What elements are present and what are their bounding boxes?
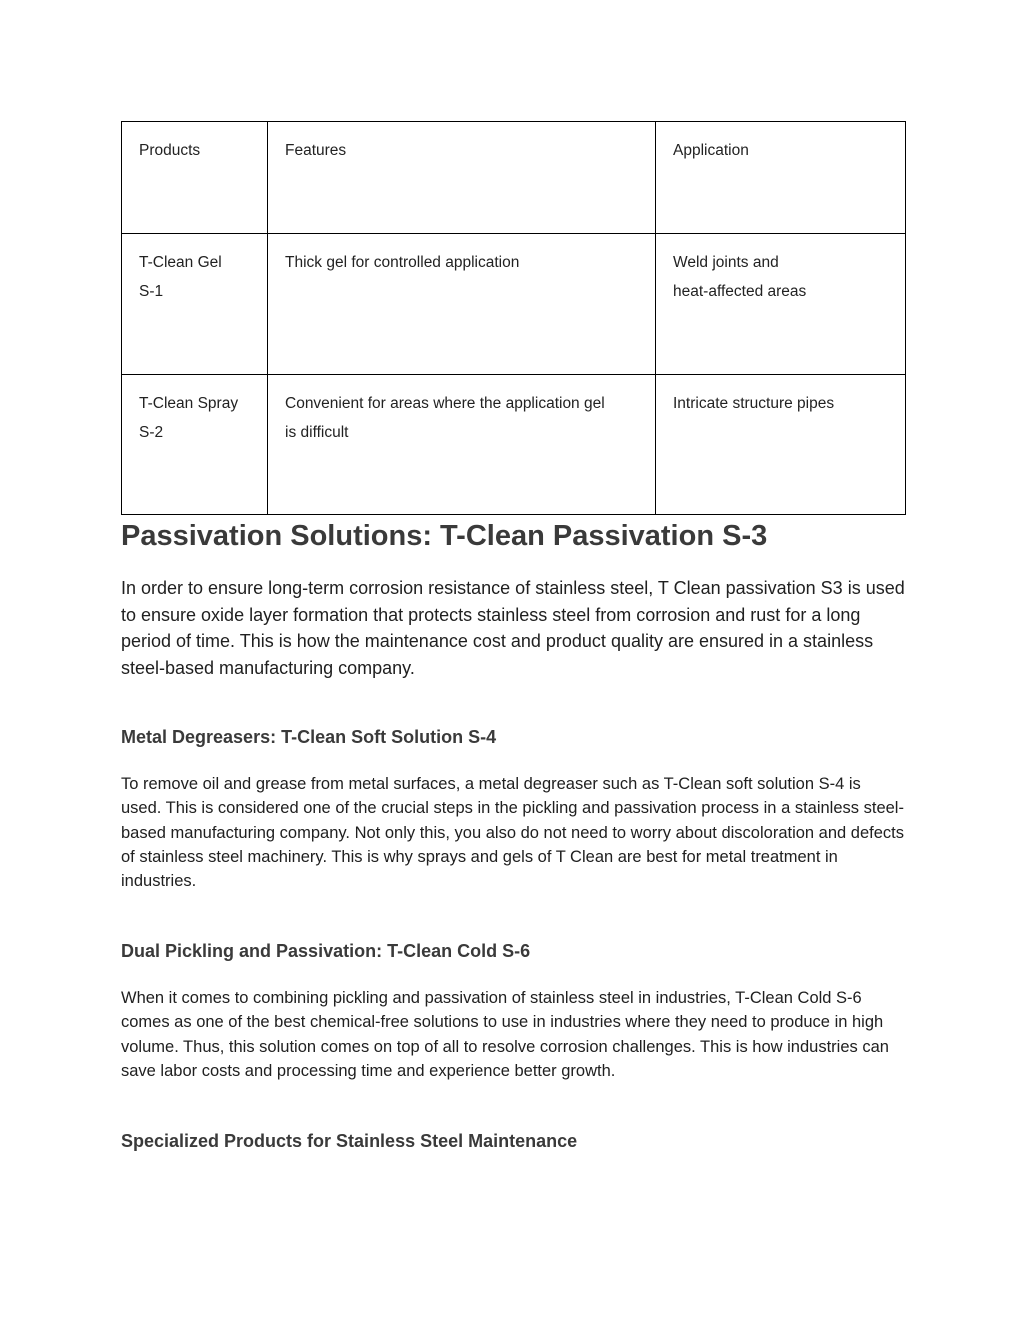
header-cell-features: Features: [268, 122, 656, 234]
passivation-heading: Passivation Solutions: T-Clean Passivation S-3: [121, 520, 768, 552]
application-cell: [656, 234, 906, 375]
application-line: heat-affected areas: [673, 283, 807, 300]
features-cell: [268, 375, 656, 515]
table-header-row: [122, 122, 906, 234]
header-cell-application: Application: [656, 122, 906, 234]
passivation-paragraph: In order to ensure long-term corrosion resistance of stainless steel, T Clean passivation S3 is used to ensure oxide layer formation that protects stainless steel from corrosion and rust for a long period of time. This is how the maintenance cost and product quality are ensured in a stainless steel-based manufacturing company.: [121, 578, 905, 679]
application-cell: [656, 375, 906, 515]
product-name-line: T-Clean Gel: [139, 254, 222, 271]
dual-pickling-heading: Dual Pickling and Passivation: T-Clean Cold S-6: [121, 940, 531, 961]
products-table: [121, 121, 906, 515]
features-line: Convenient for areas where the application gel: [285, 395, 605, 412]
features-line: is difficult: [285, 424, 349, 441]
table-row: [122, 234, 906, 375]
degreasers-paragraph: To remove oil and grease from metal surfaces, a metal degreaser such as T-Clean soft solution S-4 is used. This is considered one of the crucial steps in the pickling and passivation process in a stainless steel-based manufacturing company. Not only this, you also do not need to worry about discoloration and defects of stainless steel machinery. This is why sprays and gels of T Clean are best for metal treatment in industries.: [121, 774, 904, 891]
product-code-line: S-2: [139, 424, 164, 441]
product-cell: [122, 375, 268, 515]
degreasers-heading: Metal Degreasers: T-Clean Soft Solution S-4: [121, 726, 497, 747]
features-cell: [268, 234, 656, 375]
application-line: Weld joints and: [673, 254, 779, 271]
specialized-products-heading: Specialized Products for Stainless Steel Maintenance: [121, 1131, 578, 1152]
product-cell: [122, 234, 268, 375]
application-line: Intricate structure pipes: [673, 395, 835, 412]
table-row: [122, 375, 906, 515]
document-page: [121, 121, 905, 1153]
features-line: Thick gel for controlled application: [285, 254, 520, 271]
dual-pickling-paragraph: When it comes to combining pickling and passivation of stainless steel in industries, T-Clean Cold S-6 comes as one of the best chemical-free solutions to use in industries where they need to produce in high volume. Thus, this solution comes on top of all to resolve corrosion challenges. This is how industries can save labor costs and processing time and experience better growth.: [121, 988, 889, 1081]
product-name-line: T-Clean Spray: [139, 395, 239, 412]
product-code-line: S-1: [139, 283, 164, 300]
header-cell-products: Products: [122, 122, 268, 234]
